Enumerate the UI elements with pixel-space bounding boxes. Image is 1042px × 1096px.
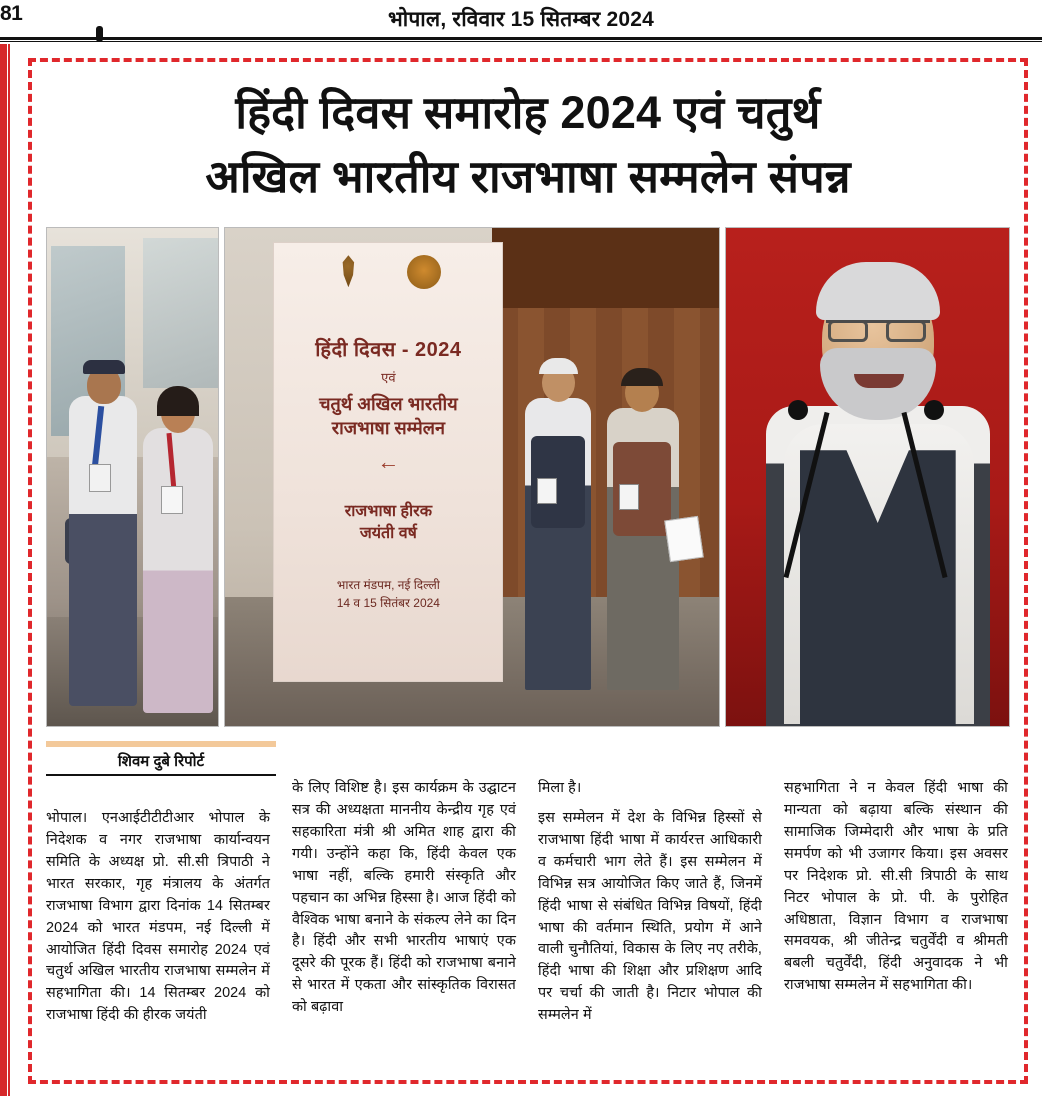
standee-conjunction: एवं bbox=[381, 370, 396, 386]
article-column-1 bbox=[46, 778, 270, 1035]
standee-arrow-icon: ← bbox=[377, 448, 400, 474]
microphone-icon-2 bbox=[924, 400, 944, 420]
paragraph: इस सम्मेलन में देश के विभिन्न हिस्सों से राजभाषा हिंदी भाषा में कार्यरत्त आधिकारी व कर्मचारी भाग लेते हैं। इस सम्मेलन में विभिन्न सत्र आयोजित किए जाते हैं, जिनमें हिंदी भाषा से संबंधित विभिन्न विषयों, हिंदी भाषा की वर्तमान स्थिति, प्रयोग में आने वाली चुनौतियां, विकास के लिए नए तरीके, हिंदी भाषा की शिक्षा और प्रशिक्षण आदि पर चर्चा की जाती है। निटार भोपाल की सम्मलेन में bbox=[538, 810, 762, 1024]
paragraph: सहभागिता ने न केवल हिंदी भाषा की मान्यता को बढ़ाया बल्कि संस्थान की सामाजिक जिम्मेदारी और भाषा के प्रति समर्पण को भी उजागर किया। इस अवसर पर निदेशक प्रो. सी.सी त्रिपाठी के साथ निटर भोपाल के प्रो. पी. के पुरोहित अधिष्ठाता, विज्ञान विभाग व राजभाषा समवयक, श्री जीतेन्द्र चतुर्वेंदी व श्रीमती बबली चतुर्वेंदी, हिंदी अनुवादक ने भी राजभाषा सम्मलेन में सहभागिता की। bbox=[784, 780, 1008, 994]
photo-speaker-podium bbox=[725, 227, 1010, 727]
headline-line-1: हिंदी दिवस समारोह 2024 एवं चतुर्थ bbox=[235, 87, 821, 138]
event-standee bbox=[273, 242, 503, 682]
masthead-dateline: भोपाल, रविवार 15 सितम्बर 2024 bbox=[387, 8, 655, 31]
standee-title: हिंदी दिवस - 2024 bbox=[315, 339, 462, 362]
paragraph: के लिए विशिष्ट है। इस कार्यक्रम के उद्घाटन सत्र की अध्यक्षता माननीय केन्द्रीय गृह एवं सहकारिता मंत्री श्री अमित शाह द्वारा की गयी। उन्होंने कहा कि, हिंदी केवल एक भाषा नहीं, बल्कि हमारी संस्कृति और पहचान का अभिन्न हिस्सा है। आज हिंदी को वैश्विक भाषा बनाने के संकल्प लेने का दिन है। हिंदी और सभी भारतीय भाषाएं एक दूसरे की पूरक हैं। हिंदी को राजभाषा बनाने से भारत में एकता और सांस्कृतिक विरासत को बढ़ावा bbox=[292, 780, 516, 1016]
byline-block bbox=[46, 741, 276, 776]
page-title bbox=[46, 72, 1010, 209]
photo-event-standee bbox=[224, 227, 719, 727]
page-edge-bar-thin bbox=[8, 44, 10, 1096]
byline: शिवम दुबे रिपोर्ट bbox=[117, 753, 205, 771]
standee-subtitle: चतुर्थ अखिल भारतीय राजभाषा सम्मेलन bbox=[319, 394, 458, 439]
standee-venue: भारत मंडपम, नई दिल्ली 14 व 15 सितंबर 2024 bbox=[336, 577, 440, 610]
page-edge-bar bbox=[0, 44, 7, 1096]
paragraph: भोपाल। एनआईटीटीटीआर भोपाल के निदेशक व नगर राजभाषा कार्यान्वयन समिति के अध्यक्ष प्रो. सी.सी त्रिपाठी ने भारत सरकार, गृह मंत्रालय के अंतर्गत राजभाषा विभाग द्वारा दिनांक 14 सितम्बर 2024 को भारत मंडपम, नई दिल्ली में आयोजित हिंदी दिवस समारोह 2024 एवं चतुर्थ अखिल भारतीय राजभाषा सम्मलेन में सहभागिता की। 14 सितम्बर 2024 को राजभाषा हिंदी की हीरक जयंती bbox=[46, 810, 270, 1024]
article-container bbox=[28, 58, 1028, 1084]
department-logo-icon bbox=[407, 255, 441, 289]
masthead-rule-thin bbox=[0, 41, 1042, 42]
masthead-rule bbox=[0, 37, 1042, 40]
article-column-4 bbox=[784, 778, 1008, 1035]
headline-line-2: अखिल भारतीय राजभाषा सम्मलेन संपन्न bbox=[205, 150, 851, 202]
article-column-3 bbox=[538, 778, 762, 1035]
byline-rule bbox=[46, 774, 276, 776]
accent-dot bbox=[96, 26, 103, 42]
photo-strip bbox=[46, 227, 1010, 727]
article-column-2 bbox=[292, 778, 516, 1035]
paragraph: मिला है। bbox=[538, 780, 582, 797]
standee-theme: राजभाषा हीरक जयंती वर्ष bbox=[344, 502, 432, 543]
standee-emblems bbox=[274, 255, 502, 289]
article-body bbox=[46, 778, 1010, 1035]
page-number: 81 bbox=[0, 2, 23, 25]
photo-officials-corridor bbox=[46, 227, 219, 727]
masthead bbox=[0, 0, 1042, 38]
microphone-icon bbox=[788, 400, 808, 420]
national-emblem-icon bbox=[335, 255, 361, 287]
